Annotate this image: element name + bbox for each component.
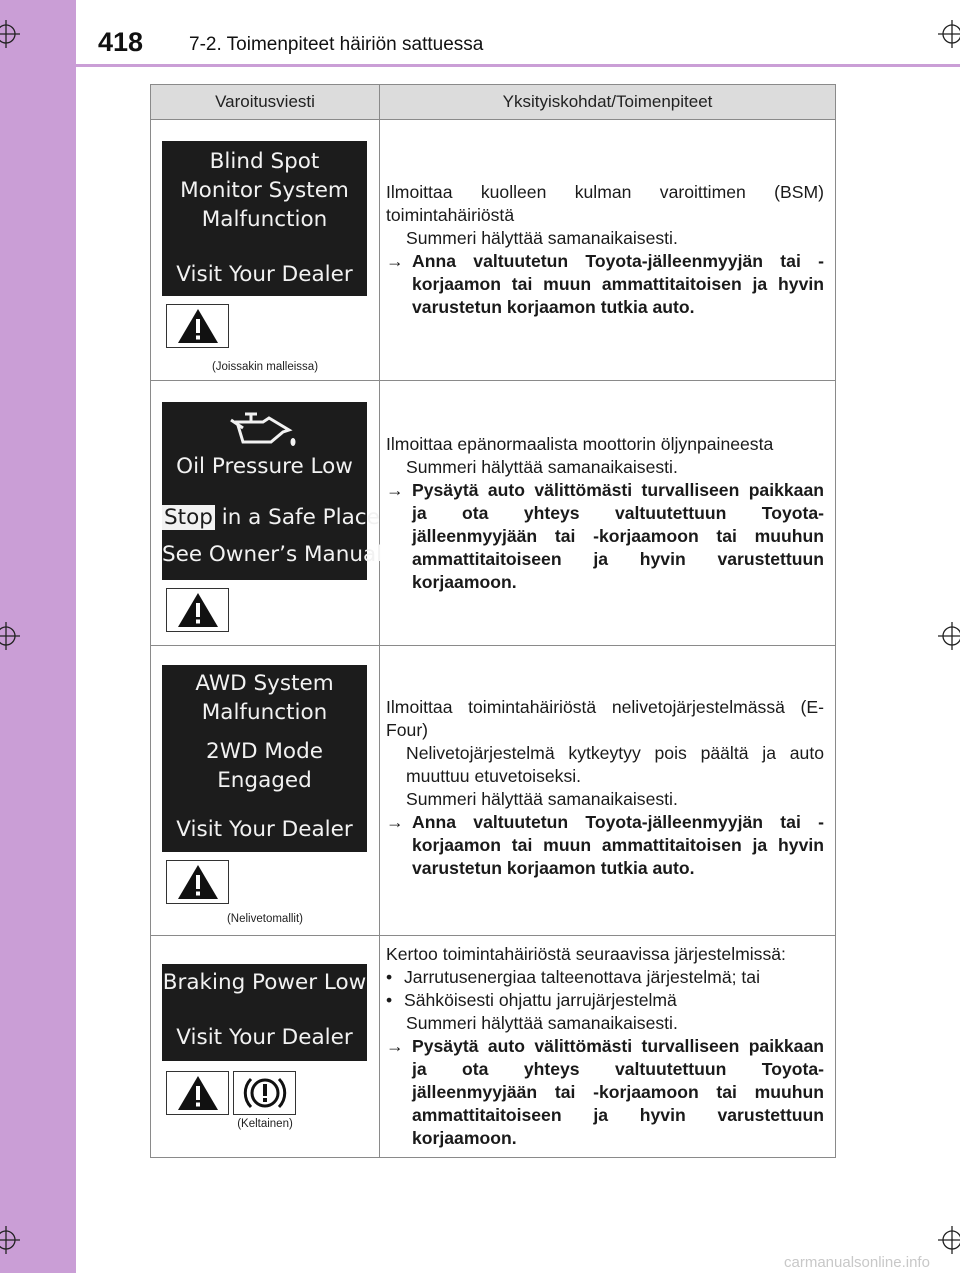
detail-note: Summeri hälyttää samanaikaisesti. bbox=[406, 228, 678, 248]
screen-text: Monitor System bbox=[180, 178, 349, 203]
screen-text: 2WD Mode bbox=[206, 739, 323, 764]
action-item bbox=[386, 1035, 824, 1150]
arrow-icon: → bbox=[386, 812, 404, 832]
display-screen bbox=[162, 665, 367, 852]
registration-mark-icon bbox=[938, 622, 960, 650]
detail-note: Summeri hälyttää samanaikaisesti. bbox=[406, 1013, 678, 1033]
warning-image-cell bbox=[151, 936, 380, 1158]
detail-cell bbox=[380, 646, 836, 936]
screen-text: Malfunction bbox=[201, 207, 328, 232]
screen-text: Braking Power Low bbox=[162, 970, 367, 995]
display-screen bbox=[162, 964, 367, 1061]
screen-text: See Owner’s Manual bbox=[162, 542, 383, 567]
detail-intro: Ilmoittaa toimintahäiriöstä nelivetojärjestelmässä (E-Four) bbox=[386, 697, 824, 740]
registration-mark-icon bbox=[938, 20, 960, 48]
detail-intro: Ilmoittaa epänormaalista moottorin öljynpaineesta bbox=[386, 433, 774, 454]
arrow-icon: → bbox=[386, 479, 404, 500]
model-note: (Keltainen) bbox=[237, 1118, 293, 1130]
screen-text: Oil Pressure Low bbox=[176, 454, 353, 479]
registration-mark-icon bbox=[0, 622, 20, 650]
brake-warning-icon bbox=[233, 1071, 296, 1115]
bullet-icon: • bbox=[386, 990, 393, 1010]
warning-image-cell bbox=[151, 646, 380, 936]
registration-mark-icon bbox=[0, 20, 20, 48]
action-item bbox=[386, 811, 824, 880]
detail-cell bbox=[380, 381, 836, 646]
screen-text: Blind Spot bbox=[209, 149, 320, 174]
screen-text: Visit Your Dealer bbox=[176, 1025, 353, 1050]
master-warning-icon bbox=[166, 1071, 229, 1115]
table-row bbox=[151, 381, 836, 646]
screen-text: Visit Your Dealer bbox=[176, 817, 353, 842]
warning-image-cell bbox=[151, 120, 380, 381]
registration-mark-icon bbox=[938, 1226, 960, 1254]
detail-cell bbox=[380, 120, 836, 381]
header-rule bbox=[76, 64, 960, 67]
screen-text: Malfunction bbox=[201, 700, 328, 725]
arrow-icon: → bbox=[386, 251, 404, 271]
column-header-warning: Varoitusviesti bbox=[151, 85, 380, 120]
table-row bbox=[151, 936, 836, 1158]
action-text: Pysäytä auto välittömästi turvalliseen paikkaan ja ota yhteys valtuutettuun Toyota-jälleenmyyjään tai -korjaamoon tai muuhun ammattitaitoiseen ja hyvin varustettuun korjaamoon. bbox=[412, 1036, 824, 1148]
warning-image-cell bbox=[151, 381, 383, 646]
screen-text: in a Safe Place bbox=[221, 505, 380, 530]
page-number: 418 bbox=[98, 27, 144, 57]
arrow-icon: → bbox=[386, 1036, 404, 1056]
detail-intro: Ilmoittaa kuolleen kulman varoittimen (BSM) toimintahäiriöstä bbox=[386, 182, 824, 225]
master-warning-icon bbox=[166, 304, 229, 348]
display-screen bbox=[162, 402, 383, 580]
oil-can-icon bbox=[162, 408, 367, 452]
model-note: (Nelivetomallit) bbox=[226, 913, 304, 925]
warning-message-table bbox=[150, 84, 836, 1158]
stop-label: Stop bbox=[164, 505, 213, 530]
master-warning-icon bbox=[166, 588, 229, 632]
detail-intro: Kertoo toimintahäiriöstä seuraavissa järjestelmissä: bbox=[386, 944, 786, 964]
detail-note: Summeri hälyttää samanaikaisesti. bbox=[406, 789, 678, 809]
column-header-details: Yksityiskohdat/Toimenpiteet bbox=[380, 85, 836, 120]
list-item bbox=[386, 966, 824, 989]
screen-text: Engaged bbox=[217, 768, 312, 793]
detail-note: Summeri hälyttää samanaikaisesti. bbox=[406, 456, 678, 477]
detail-note: Nelivetojärjestelmä kytkeytyy pois päältä ja auto muuttuu etuvetoiseksi. bbox=[406, 743, 824, 786]
registration-mark-icon bbox=[0, 1226, 20, 1254]
bullet-icon: • bbox=[386, 967, 393, 987]
list-item-text: Jarrutusenergiaa talteenottava järjestelmä; tai bbox=[404, 967, 760, 987]
screen-text: AWD System bbox=[195, 671, 334, 696]
display-screen bbox=[162, 141, 367, 296]
section-title: 7-2. Toimenpiteet häiriön sattuessa bbox=[189, 34, 484, 55]
table-row bbox=[151, 120, 836, 381]
action-text: Anna valtuutetun Toyota-jälleenmyyjän tai -korjaamon tai muun ammattitaitoisen ja hyvin varustetun korjaamon tutkia auto. bbox=[412, 812, 824, 878]
action-text: Pysäytä auto välittömästi turvalliseen paikkaan ja ota yhteys valtuutettuun Toyota-jälleenmyyjään tai -korjaamoon tai muuhun ammattitaitoiseen ja hyvin varustettuun korjaamoon. bbox=[412, 479, 824, 592]
table-row bbox=[151, 646, 836, 936]
action-item bbox=[386, 250, 824, 319]
table-header-row bbox=[151, 85, 836, 120]
list-item bbox=[386, 989, 824, 1012]
action-text: Anna valtuutetun Toyota-jälleenmyyjän tai -korjaamon tai muun ammattitaitoisen ja hyvin varustetun korjaamon tutkia auto. bbox=[412, 251, 824, 317]
screen-text: Visit Your Dealer bbox=[176, 262, 353, 287]
action-item bbox=[386, 479, 824, 594]
master-warning-icon bbox=[166, 860, 229, 904]
model-note: (Joissakin malleissa) bbox=[211, 361, 319, 373]
list-item-text: Sähköisesti ohjattu jarrujärjestelmä bbox=[404, 990, 677, 1010]
detail-cell bbox=[380, 936, 836, 1158]
page-header bbox=[76, 0, 960, 66]
footer-watermark: carmanualsonline.info bbox=[784, 1254, 930, 1271]
